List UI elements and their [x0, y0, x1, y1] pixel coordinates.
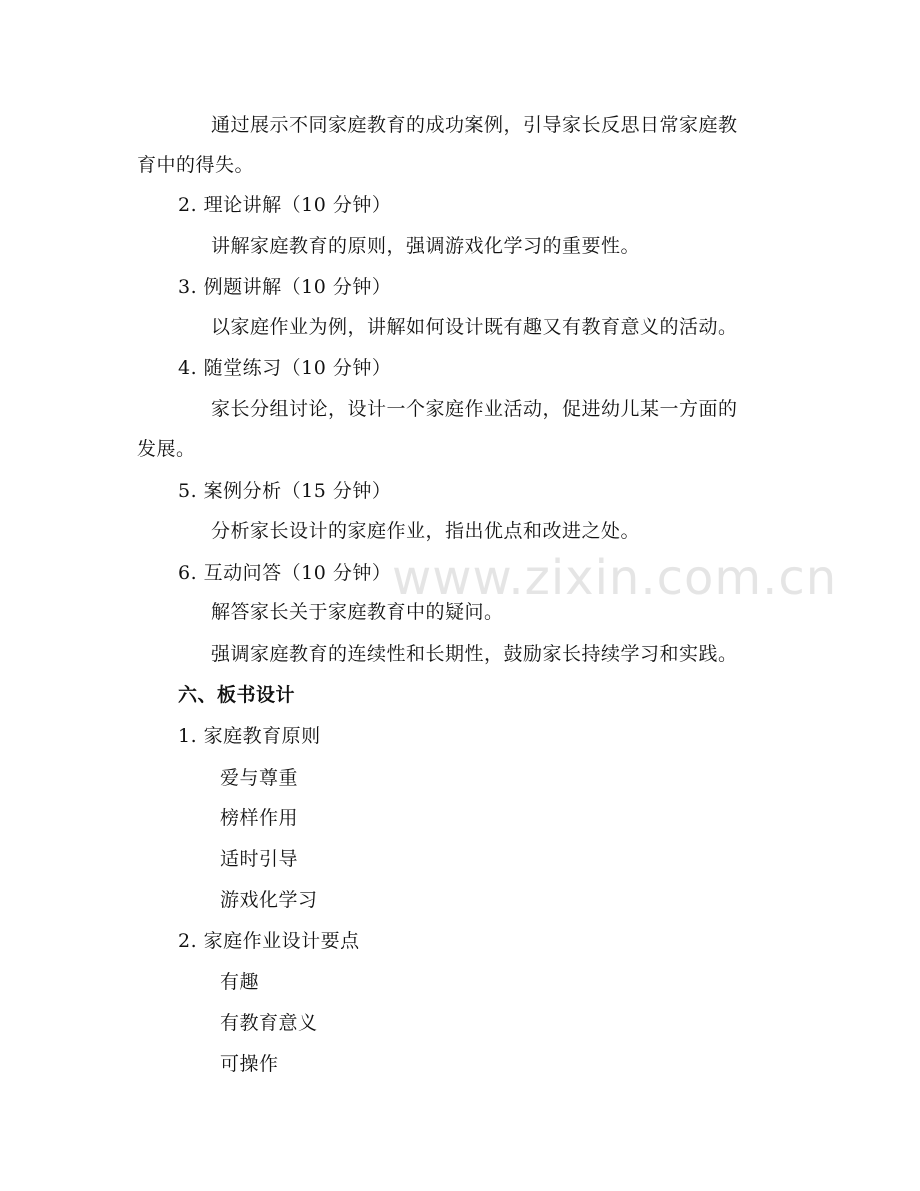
list-item-body: 分析家长设计的家庭作业，指出优点和改进之处。 — [211, 520, 641, 542]
list-item-title: 6. 互动问答（10 分钟） — [178, 562, 392, 584]
list-item-title: 3. 例题讲解（10 分钟） — [178, 276, 392, 298]
board-item: 爱与尊重 — [220, 767, 299, 789]
summary-paragraph: 强调家庭教育的连续性和长期性，鼓励家长持续学习和实践。 — [211, 643, 738, 665]
list-item-body: 家长分组讨论，设计一个家庭作业活动，促进幼儿某一方面的 — [211, 398, 738, 420]
board-item: 榜样作用 — [220, 807, 299, 829]
list-item-body: 讲解家庭教育的原则，强调游戏化学习的重要性。 — [211, 235, 641, 257]
list-item-body: 解答家长关于家庭教育中的疑问。 — [211, 601, 504, 623]
list-item-title: 5. 案例分析（15 分钟） — [178, 480, 392, 502]
board-item: 有教育意义 — [220, 1012, 318, 1034]
watermark: www.zixin.com.cn — [392, 550, 838, 606]
paragraph-line: 育中的得失。 — [137, 154, 255, 176]
board-item: 可操作 — [220, 1053, 279, 1075]
board-item: 适时引导 — [220, 848, 299, 870]
list-item-body: 发展。 — [137, 438, 196, 460]
board-section-title: 1. 家庭教育原则 — [178, 725, 321, 747]
list-item-title: 4. 随堂练习（10 分钟） — [178, 357, 392, 379]
paragraph-line: 通过展示不同家庭教育的成功案例，引导家长反思日常家庭教 — [211, 114, 738, 136]
section-heading: 六、板书设计 — [178, 684, 296, 706]
list-item-title: 2. 理论讲解（10 分钟） — [178, 194, 392, 216]
board-item: 有趣 — [220, 971, 260, 993]
board-section-title: 2. 家庭作业设计要点 — [178, 930, 360, 952]
list-item-body: 以家庭作业为例，讲解如何设计既有趣又有教育意义的活动。 — [211, 316, 738, 338]
board-item: 游戏化学习 — [220, 889, 318, 911]
